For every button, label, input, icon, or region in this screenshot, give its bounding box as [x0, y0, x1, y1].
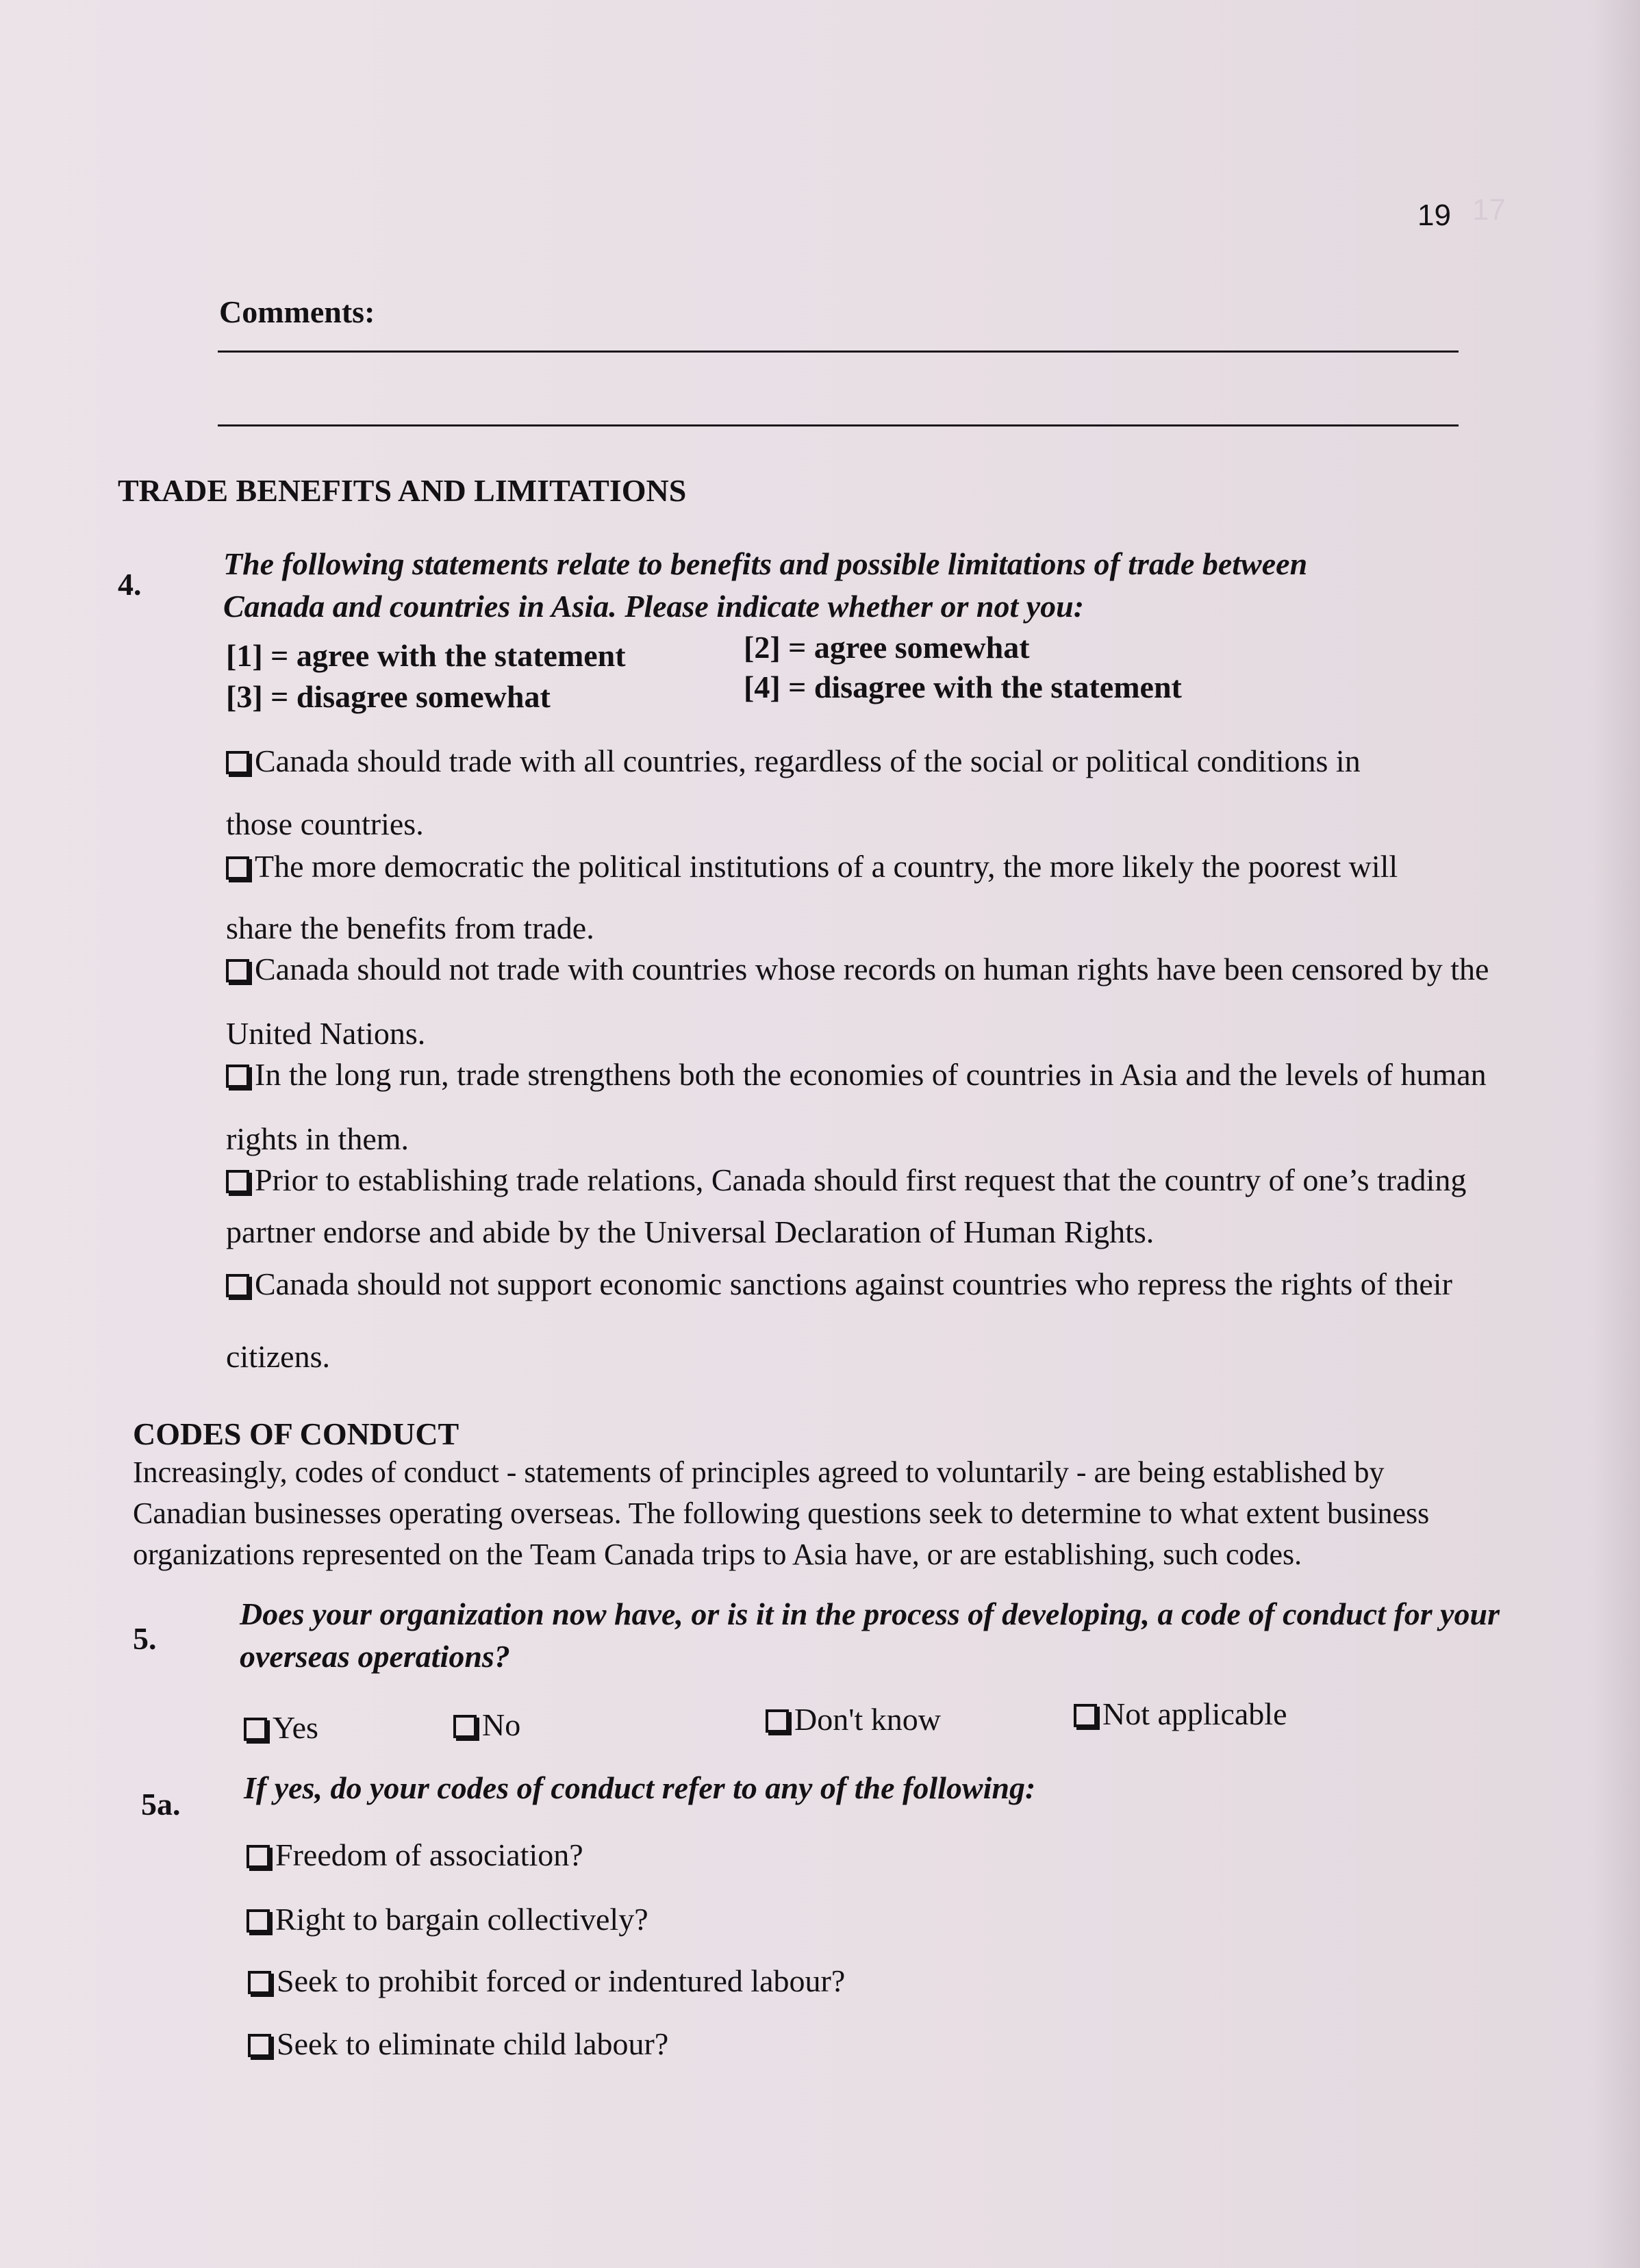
statement-2-line1: The more democratic the political institutions of a country, the more likely the poorest will: [226, 848, 1398, 885]
checkbox-icon[interactable]: [248, 1971, 271, 1994]
question-4-text-line1: The following statements relate to benefits and possible limitations of trade between: [223, 546, 1308, 581]
codes-intro-line2: Canadian businesses operating overseas. The following questions seek to determine to what extent business: [133, 1496, 1430, 1530]
scale-4: [4] = disagree with the statement: [744, 670, 1182, 704]
checkbox-icon[interactable]: [453, 1715, 477, 1738]
codes-intro-line3: organizations represented on the Team Canada trips to Asia have, or are establishing, such codes.: [133, 1538, 1302, 1571]
scale-2: [2] = agree somewhat: [744, 630, 1030, 665]
section-heading-codes: CODES OF CONDUCT: [133, 1416, 459, 1451]
checkbox-icon[interactable]: [247, 1845, 270, 1868]
question-5-number: 5.: [133, 1621, 157, 1656]
statement-4-line1: In the long run, trade strengthens both the economies of countries in Asia and the levels of human: [226, 1056, 1487, 1093]
statement-2-line2: share the benefits from trade.: [226, 910, 594, 945]
checkbox-icon[interactable]: [226, 959, 249, 982]
option-no[interactable]: No: [453, 1706, 520, 1744]
scale-3: [3] = disagree somewhat: [226, 679, 551, 714]
page-number: 19: [1417, 199, 1451, 232]
option-forced-labour[interactable]: Seek to prohibit forced or indentured labour?: [248, 1962, 845, 2000]
checkbox-icon[interactable]: [226, 1065, 249, 1088]
checkbox-icon[interactable]: [244, 1718, 267, 1741]
option-yes[interactable]: Yes: [244, 1709, 318, 1746]
bleed-page-number: 17: [1472, 193, 1506, 227]
option-dont-know[interactable]: Don't know: [766, 1700, 941, 1738]
comments-line-1[interactable]: [218, 351, 1459, 353]
comments-label: Comments:: [219, 294, 375, 329]
checkbox-icon[interactable]: [226, 1170, 249, 1193]
checkbox-icon[interactable]: [1074, 1704, 1097, 1727]
statement-1-line2: those countries.: [226, 806, 424, 841]
option-freedom-association[interactable]: Freedom of association?: [247, 1836, 583, 1874]
checkbox-icon[interactable]: [247, 1909, 270, 1933]
checkbox-icon[interactable]: [248, 2034, 271, 2057]
option-child-labour[interactable]: Seek to eliminate child labour?: [248, 2025, 668, 2063]
question-5-text-line1: Does your organization now have, or is it in the process of developing, a code of conduct for your: [240, 1596, 1500, 1631]
section-heading-trade: TRADE BENEFITS AND LIMITATIONS: [118, 473, 687, 508]
statement-6-line2: citizens.: [226, 1339, 330, 1374]
statement-6-line1: Canada should not support economic sanctions against countries who repress the rights of their: [226, 1265, 1452, 1303]
question-4-number: 4.: [118, 567, 142, 602]
statement-1-line1: Canada should trade with all countries, regardless of the social or political conditions in: [226, 742, 1361, 780]
scale-1: [1] = agree with the statement: [226, 638, 626, 673]
checkbox-icon[interactable]: [226, 1274, 249, 1297]
codes-intro-line1: Increasingly, codes of conduct - statements of principles agreed to voluntarily - are being established by: [133, 1455, 1385, 1489]
comments-line-2[interactable]: [218, 424, 1459, 426]
question-5a-number: 5a.: [141, 1787, 181, 1822]
checkbox-icon[interactable]: [226, 856, 249, 880]
question-5a-text: If yes, do your codes of conduct refer to any of the following:: [244, 1770, 1036, 1805]
statement-5-line2: partner endorse and abide by the Universal Declaration of Human Rights.: [226, 1214, 1155, 1249]
question-5-text-line2: overseas operations?: [240, 1639, 510, 1674]
checkbox-icon[interactable]: [766, 1709, 789, 1733]
statement-5-line1: Prior to establishing trade relations, Canada should first request that the country of one’s trading: [226, 1161, 1466, 1199]
question-4-text-line2: Canada and countries in Asia. Please indicate whether or not you:: [223, 589, 1085, 624]
statement-3-line1: Canada should not trade with countries whose records on human rights have been censored by the: [226, 950, 1489, 988]
page-edge-shadow: [1592, 0, 1640, 2268]
checkbox-icon[interactable]: [226, 751, 249, 774]
option-bargain-collectively[interactable]: Right to bargain collectively?: [247, 1900, 648, 1938]
statement-4-line2: rights in them.: [226, 1121, 409, 1156]
statement-3-line2: United Nations.: [226, 1016, 426, 1051]
option-not-applicable[interactable]: Not applicable: [1074, 1695, 1287, 1733]
